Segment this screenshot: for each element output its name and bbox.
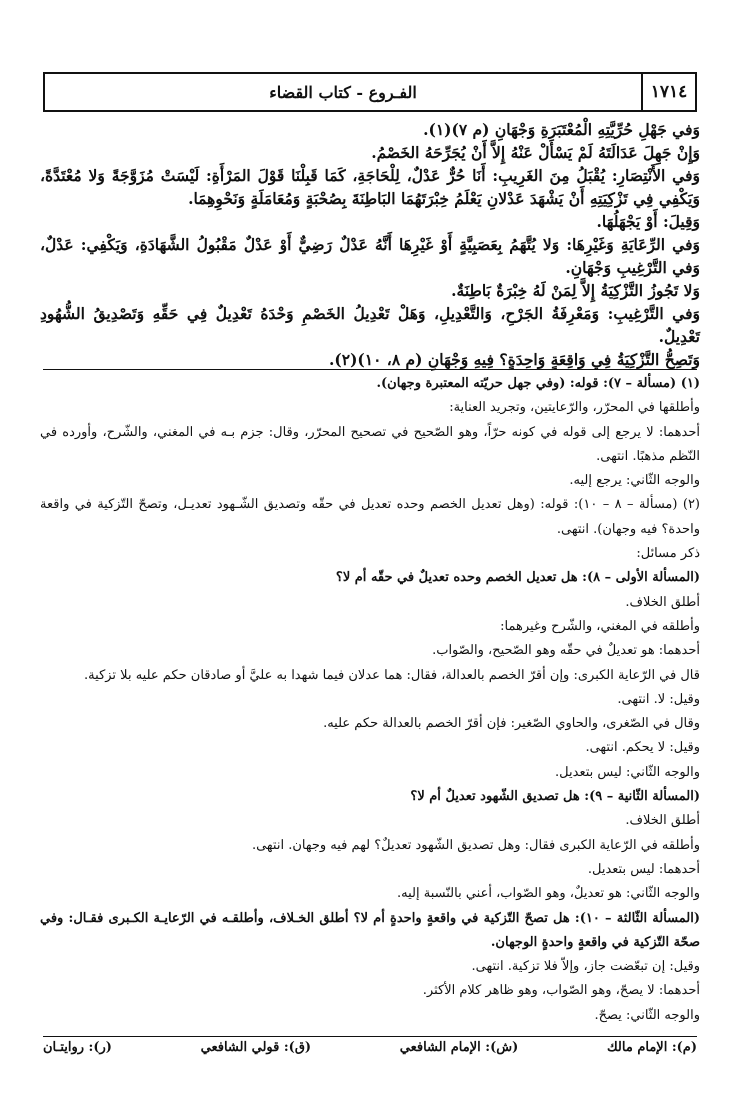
legend-item-narrations: (ر): روايتـان [43, 1040, 112, 1055]
footnote-line: وقيل: لا يحكم. انتهى. [585, 740, 700, 756]
main-paragraph: وَفي التَّرْغِيبِ: وَمَعْرِفَةُ الجَرْحِ، وَالتَّعْدِيلِ، وَهَلْ تَعْدِيلُ الخَصْمِ وَحْدَهُ تَعْدِيلٌ فِي حَقِّهِ وَتَصْدِيقُ الشُّهُودِ تَعْدِيلٌ. [40, 304, 700, 346]
footnote-line: والوجه الثّاني: يصحّ. [594, 1007, 700, 1023]
running-title: الفـروع - كتاب القضاء [269, 82, 417, 102]
footnote-line: (٢) (مسألة – ٨ – ١٠): قوله: (وهل تعديل الخصم وحده تعديل في حقّه وتصديق الشّـهود تعديـل، وتصحّ التّزكية في واقعة واحدة؟ فيه وجهان). انتهى. [40, 497, 700, 537]
footnote-separator [43, 369, 697, 370]
footnote-line: وأطلقه في الرّعاية الكبرى فقال: وهل تصديق الشّهود تعديلٌ؟ لهم فيه وجهان. انتهى. [251, 837, 700, 853]
footnote-line: ذكر مسائل: [636, 546, 700, 562]
footnote-line: أحدهما: ليس بتعديل. [587, 861, 700, 877]
footnote-line: أحدهما: هو تعديلٌ في حقّه وهو الصّحيح، والصّواب. [432, 643, 700, 659]
main-paragraph: وَفي الرِّعَايَةِ وَغَيْرِهَا: وَلا يُتَّهَمُ بِعَصَبِيَّةٍ أَوْ غَيْرِهَا أَنَّهُ عَدْلٌ رَضِيٌّ أَوْ عَدْلٌ مَقْبُولُ الشَّهَادَةِ، وَيَكْفِي: عَدْلٌ، وَفي التَّرْغِيبِ وَجْهَانِ. [40, 235, 700, 277]
footnote-line: أحدهما: لا يصحّ، وهو الصّواب، وهو ظاهر كلام الأكثر. [422, 983, 700, 999]
main-paragraph: وَفي الأَنْتِصَارِ: يُقْبَلُ مِنَ الغَرِيبِ: أَنَا حُرٌّ عَدْلٌ، لِلْحَاجَةِ، كَمَا قَبِلْنَا قَوْلَ المَرْأَةِ: لَيْسَتْ مُزَوَّجَةً وَلا مُعْتَدَّةً، وَيَكْفِي فِي تَزْكِيَتِهِ أَنْ يَشْهَدَ عَدْلانِ يَعْلَمُ خِبْرَتَهُمَا البَاطِنَةَ بِصُحْبَةٍ وَمُعَامَلَةٍ وَنَحْوِهِمَا. [40, 166, 700, 208]
footnote-line: وقيل: إن تبعّضت جاز، وإلاّ فلا تزكية. انتهى. [471, 959, 700, 975]
footnote-line: (١) (مسألة – ٧): قوله: (وفي جهل حريّته المعتبرة وجهان). [376, 376, 700, 391]
footnote-line: والوجه الثّاني: ليس بتعديل. [555, 764, 700, 780]
abbreviation-legend [43, 1040, 697, 1055]
footnote-line: (المسألة الثّانية – ٩): هل تصديق الشّهود تعديلٌ أم لا؟ [410, 789, 700, 805]
main-text [40, 118, 700, 371]
footnote-line: (المسألة الأولى – ٨): هل تعديل الخصم وحده تعديلٌ في حقّه أم لا؟ [335, 570, 700, 586]
footnotes [40, 372, 700, 1028]
main-paragraph: وَإِنْ جَهِلَ عَدَالَتَهُ لَمْ يَسْأَلْ عَنْهُ إِلاَّ أَنْ يُجَرِّحَهُ الخَصْمُ. [371, 143, 700, 162]
page-number: ١٧١٤ [641, 74, 695, 110]
footnote-line: أحدهما: لا يرجع إلى قوله في كونه حرّاً، وهو الصّحيح في تصحيح المحرّر، وقال: جزم بـه في المغني، والشّرح، وأورده في النّظم مذهبًا. انتهى. [40, 424, 700, 464]
footnote-line: أطلق الخلاف. [625, 594, 700, 610]
footnote-line: قال في الرّعاية الكبرى: وإن أقرّ الخصم بالعدالة، فقال: هما عدلان فيما شهدا به عليَّ أو صادقان حكم عليه بلا تزكية. [84, 667, 700, 683]
footnote-line: وقال في الصّغرى، والحاوي الصّغير: فإن أقرّ الخصم بالعدالة حكم عليه. [323, 716, 700, 732]
footnote-line: أطلق الخلاف. [625, 813, 700, 829]
footnote-line: والوجه الثّاني: يرجع إليه. [569, 473, 700, 489]
page-header [43, 72, 697, 112]
legend-item-shafii: (ش): الإمام الشافعي [399, 1040, 519, 1055]
legend-item-shafii-opinions: (ق): قولي الشافعي [200, 1040, 312, 1055]
main-paragraph: وَلا تَجُوزُ التَّزْكِيَةُ إِلاَّ لِمَنْ لَهُ خِبْرَةٌ بَاطِنَةٌ. [451, 281, 700, 300]
legend-item-malik: (م): الإمام مالك [606, 1040, 697, 1055]
footnote-line: وأطلقها في المحرّر، والرّعايتين، وتجريد العناية: [449, 400, 700, 416]
main-paragraph: وَتَصِحُّ التَّزْكِيَةُ فِي وَاقِعَةٍ وَاحِدَةٍ؟ فِيهِ وَجْهَانِ (م ٨، ١٠)(٢). [329, 350, 700, 369]
main-paragraph: وَقِيلَ: أَوْ يَجْهَلُهَا. [596, 212, 700, 231]
footnote-line: وأطلقه في المغني، والشّرح وغيرهما: [500, 618, 700, 634]
footnote-line: (المسألة الثّالثة – ١٠): هل تصحّ التّزكية في واقعةٍ واحدةٍ أم لا؟ أطلق الخـلاف، وأطلقـه في الرّعايـة الكـبرى فقـال: وفي صحّة التّزكية في واقعةٍ واحدةٍ الوجهان. [40, 910, 700, 950]
footer-separator [43, 1036, 697, 1037]
footnote-line: والوجه الثّاني: هو تعديلٌ، وهو الصّواب، أعني بالنّسبة إليه. [397, 886, 700, 902]
footnote-line: وقيل: لا. انتهى. [617, 691, 700, 707]
main-paragraph: وَفي جَهْلِ حُرِّيَّتِهِ الْمُعْتَبَرَةِ وَجْهَانِ (م ٧)(١). [423, 120, 700, 139]
